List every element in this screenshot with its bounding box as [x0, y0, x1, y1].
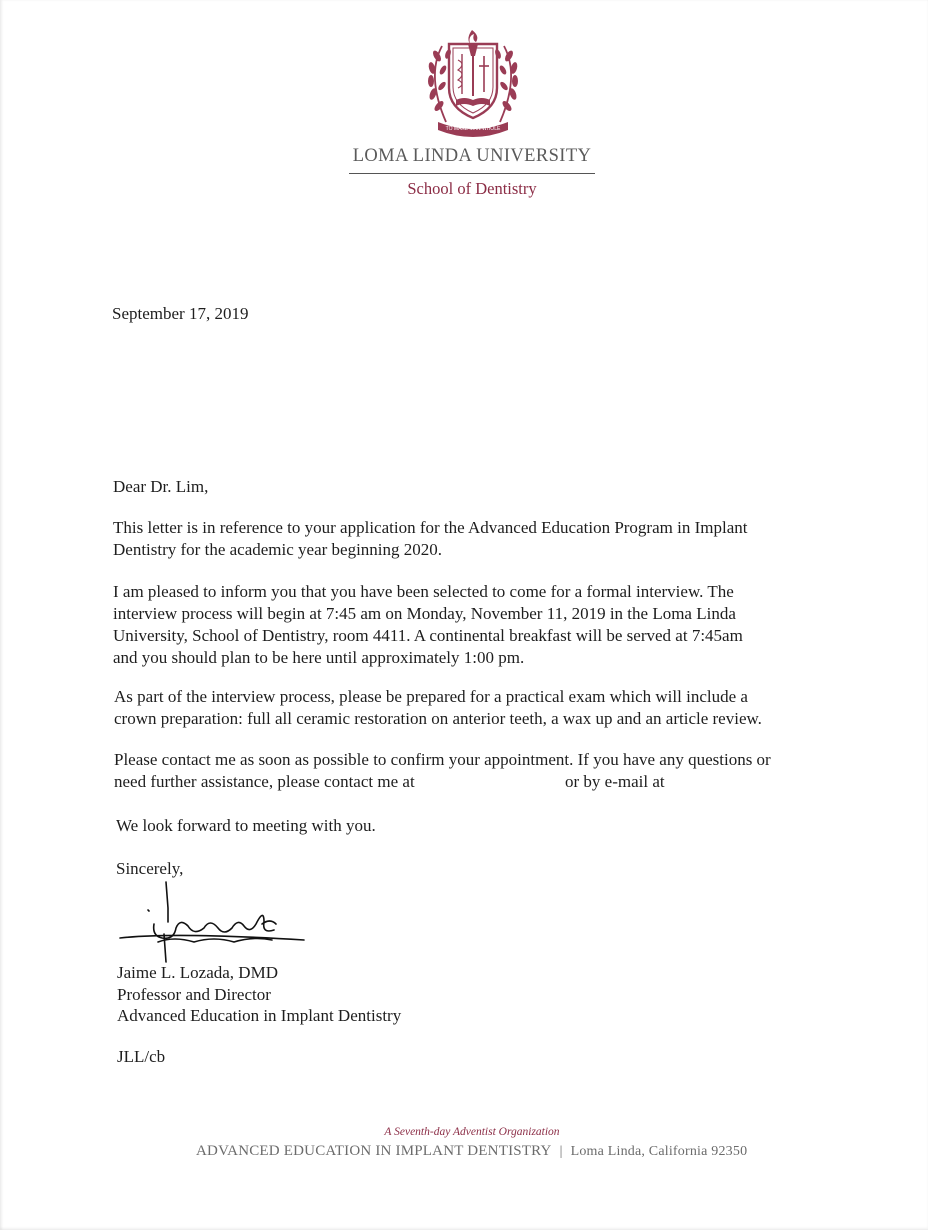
paragraph-line [114, 771, 838, 793]
seal-motto-text: TO MAKE MAN WHOLE [445, 126, 501, 132]
footer-separator: | [559, 1144, 563, 1159]
paragraph-line: University, School of Dentistry, room 4411. A continental breakfast will be served at 7:45am [113, 626, 743, 645]
paragraph-line: interview process will begin at 7:45 am on Monday, November 11, 2019 in the Loma Linda [113, 604, 736, 623]
footer-department: ADVANCED EDUCATION IN IMPLANT DENTISTRY [196, 1143, 552, 1159]
signer-title: Professor and Director [117, 984, 271, 1004]
footer-location: Loma Linda, California 92350 [570, 1144, 748, 1159]
paragraph-line: As part of the interview process, please be prepared for a practical exam which will include a [114, 687, 748, 706]
paragraph-line: Please contact me as soon as possible to confirm your appointment. If you have any questions or [114, 750, 771, 769]
university-name: LOMA LINDA UNIVERSITY [352, 146, 592, 166]
valediction: Sincerely, [116, 859, 184, 878]
signer-department: Advanced Education in Implant Dentistry [117, 1006, 402, 1025]
contact-phone-text: need further assistance, please contact me at [114, 772, 415, 791]
footer-address-line [196, 1143, 752, 1160]
paragraph-practical-exam [114, 686, 838, 730]
paragraph-line: This letter is in reference to your application for the Advanced Education Program in Implant [113, 518, 748, 537]
school-name: School of Dentistry [407, 179, 537, 198]
footer-tagline: A Seventh-day Adventist Organization [384, 1126, 560, 1138]
letter-date: September 17, 2019 [112, 304, 249, 323]
paragraph-interview [113, 581, 837, 669]
signer-name: Jaime L. Lozada, DMD [117, 963, 278, 982]
handwritten-signature [114, 878, 310, 964]
paragraph-contact [114, 749, 838, 793]
salutation: Dear Dr. Lim, [113, 477, 209, 496]
paragraph-line: Dentistry for the academic year beginning 2020. [113, 540, 443, 559]
paragraph-line: and you should plan to be here until approximately 1:00 pm. [113, 648, 525, 667]
paragraph-line: I am pleased to inform you that you have been selected to come for a formal interview. The [113, 582, 734, 601]
typist-initials: JLL/cb [117, 1047, 166, 1066]
signature-block [117, 962, 401, 1027]
paragraph-application [113, 517, 837, 561]
contact-email-text: or by e-mail at [565, 772, 665, 791]
paragraph-line: crown preparation: full all ceramic restoration on anterior teeth, a wax up and an article review. [114, 709, 762, 728]
letterhead-divider [349, 173, 595, 174]
closing-line: We look forward to meeting with you. [116, 816, 376, 835]
university-seal-logo [412, 26, 534, 138]
